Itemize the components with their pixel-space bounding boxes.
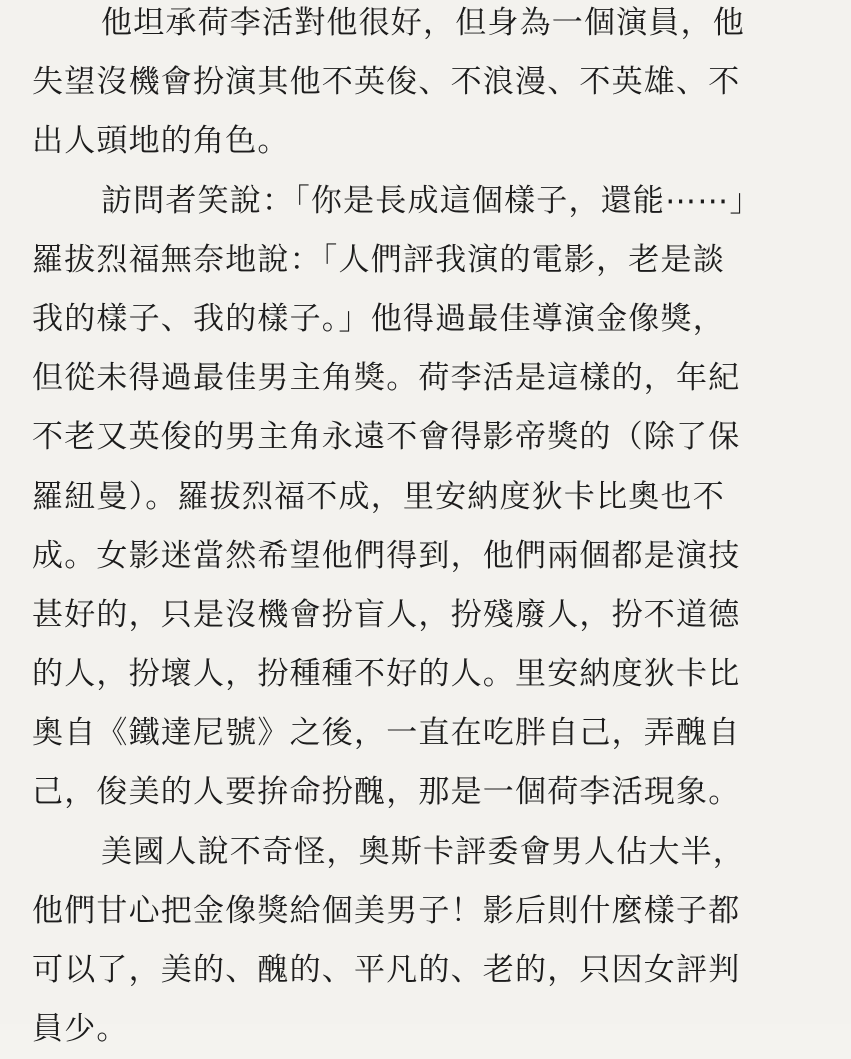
- text-line: 成。女影迷當然希望他們得到，他們兩個都是演技: [32, 537, 741, 574]
- text-line: 員少。: [32, 1011, 129, 1048]
- text-line: 我的樣子、我的樣子。」他得過最佳導演金像獎，: [32, 300, 725, 337]
- text-line: 可以了，美的、醜的、平凡的、老的，只因女評判: [32, 952, 741, 988]
- text-line: 羅拔烈福無奈地說：「人們評我演的電影，老是談: [32, 241, 725, 278]
- text-line: 但從未得過最佳男主角獎。荷李活是這樣的，年紀: [32, 360, 741, 397]
- text-line: 己，俊美的人要拚命扮醜，那是一個荷李活現象。: [32, 774, 741, 811]
- text-line: 的人，扮壞人，扮種種不好的人。里安納度狄卡比: [32, 656, 741, 693]
- text-line: 羅紐曼）。羅拔烈福不成，里安納度狄卡比奧也不: [32, 478, 725, 515]
- body-text: [32, 0, 812, 1059]
- text-line: 甚好的，只是沒機會扮盲人，扮殘廢人，扮不道德: [32, 596, 741, 633]
- text-line: 他坦承荷李活對他很好，但身為一個演員，他: [101, 5, 745, 41]
- text-line: 失望沒機會扮演其他不英俊、不浪漫、不英雄、不: [32, 64, 741, 101]
- text-line: 奧自《鐵達尼號》之後，一直在吃胖自己，弄醜自: [32, 715, 741, 752]
- text-line: 美國人說不奇怪，奧斯卡評委會男人佔大半，: [101, 833, 745, 870]
- text-line: 不老又英俊的男主角永遠不會得影帝獎的（除了保: [32, 419, 741, 456]
- text-line: 出人頭地的角色。: [32, 123, 290, 160]
- text-line: 訪問者笑說：「你是長成這個樣子，還能⋯⋯」: [101, 182, 762, 219]
- text-line: 他們甘心把金像獎給個美男子！影后則什麼樣子都: [32, 892, 741, 929]
